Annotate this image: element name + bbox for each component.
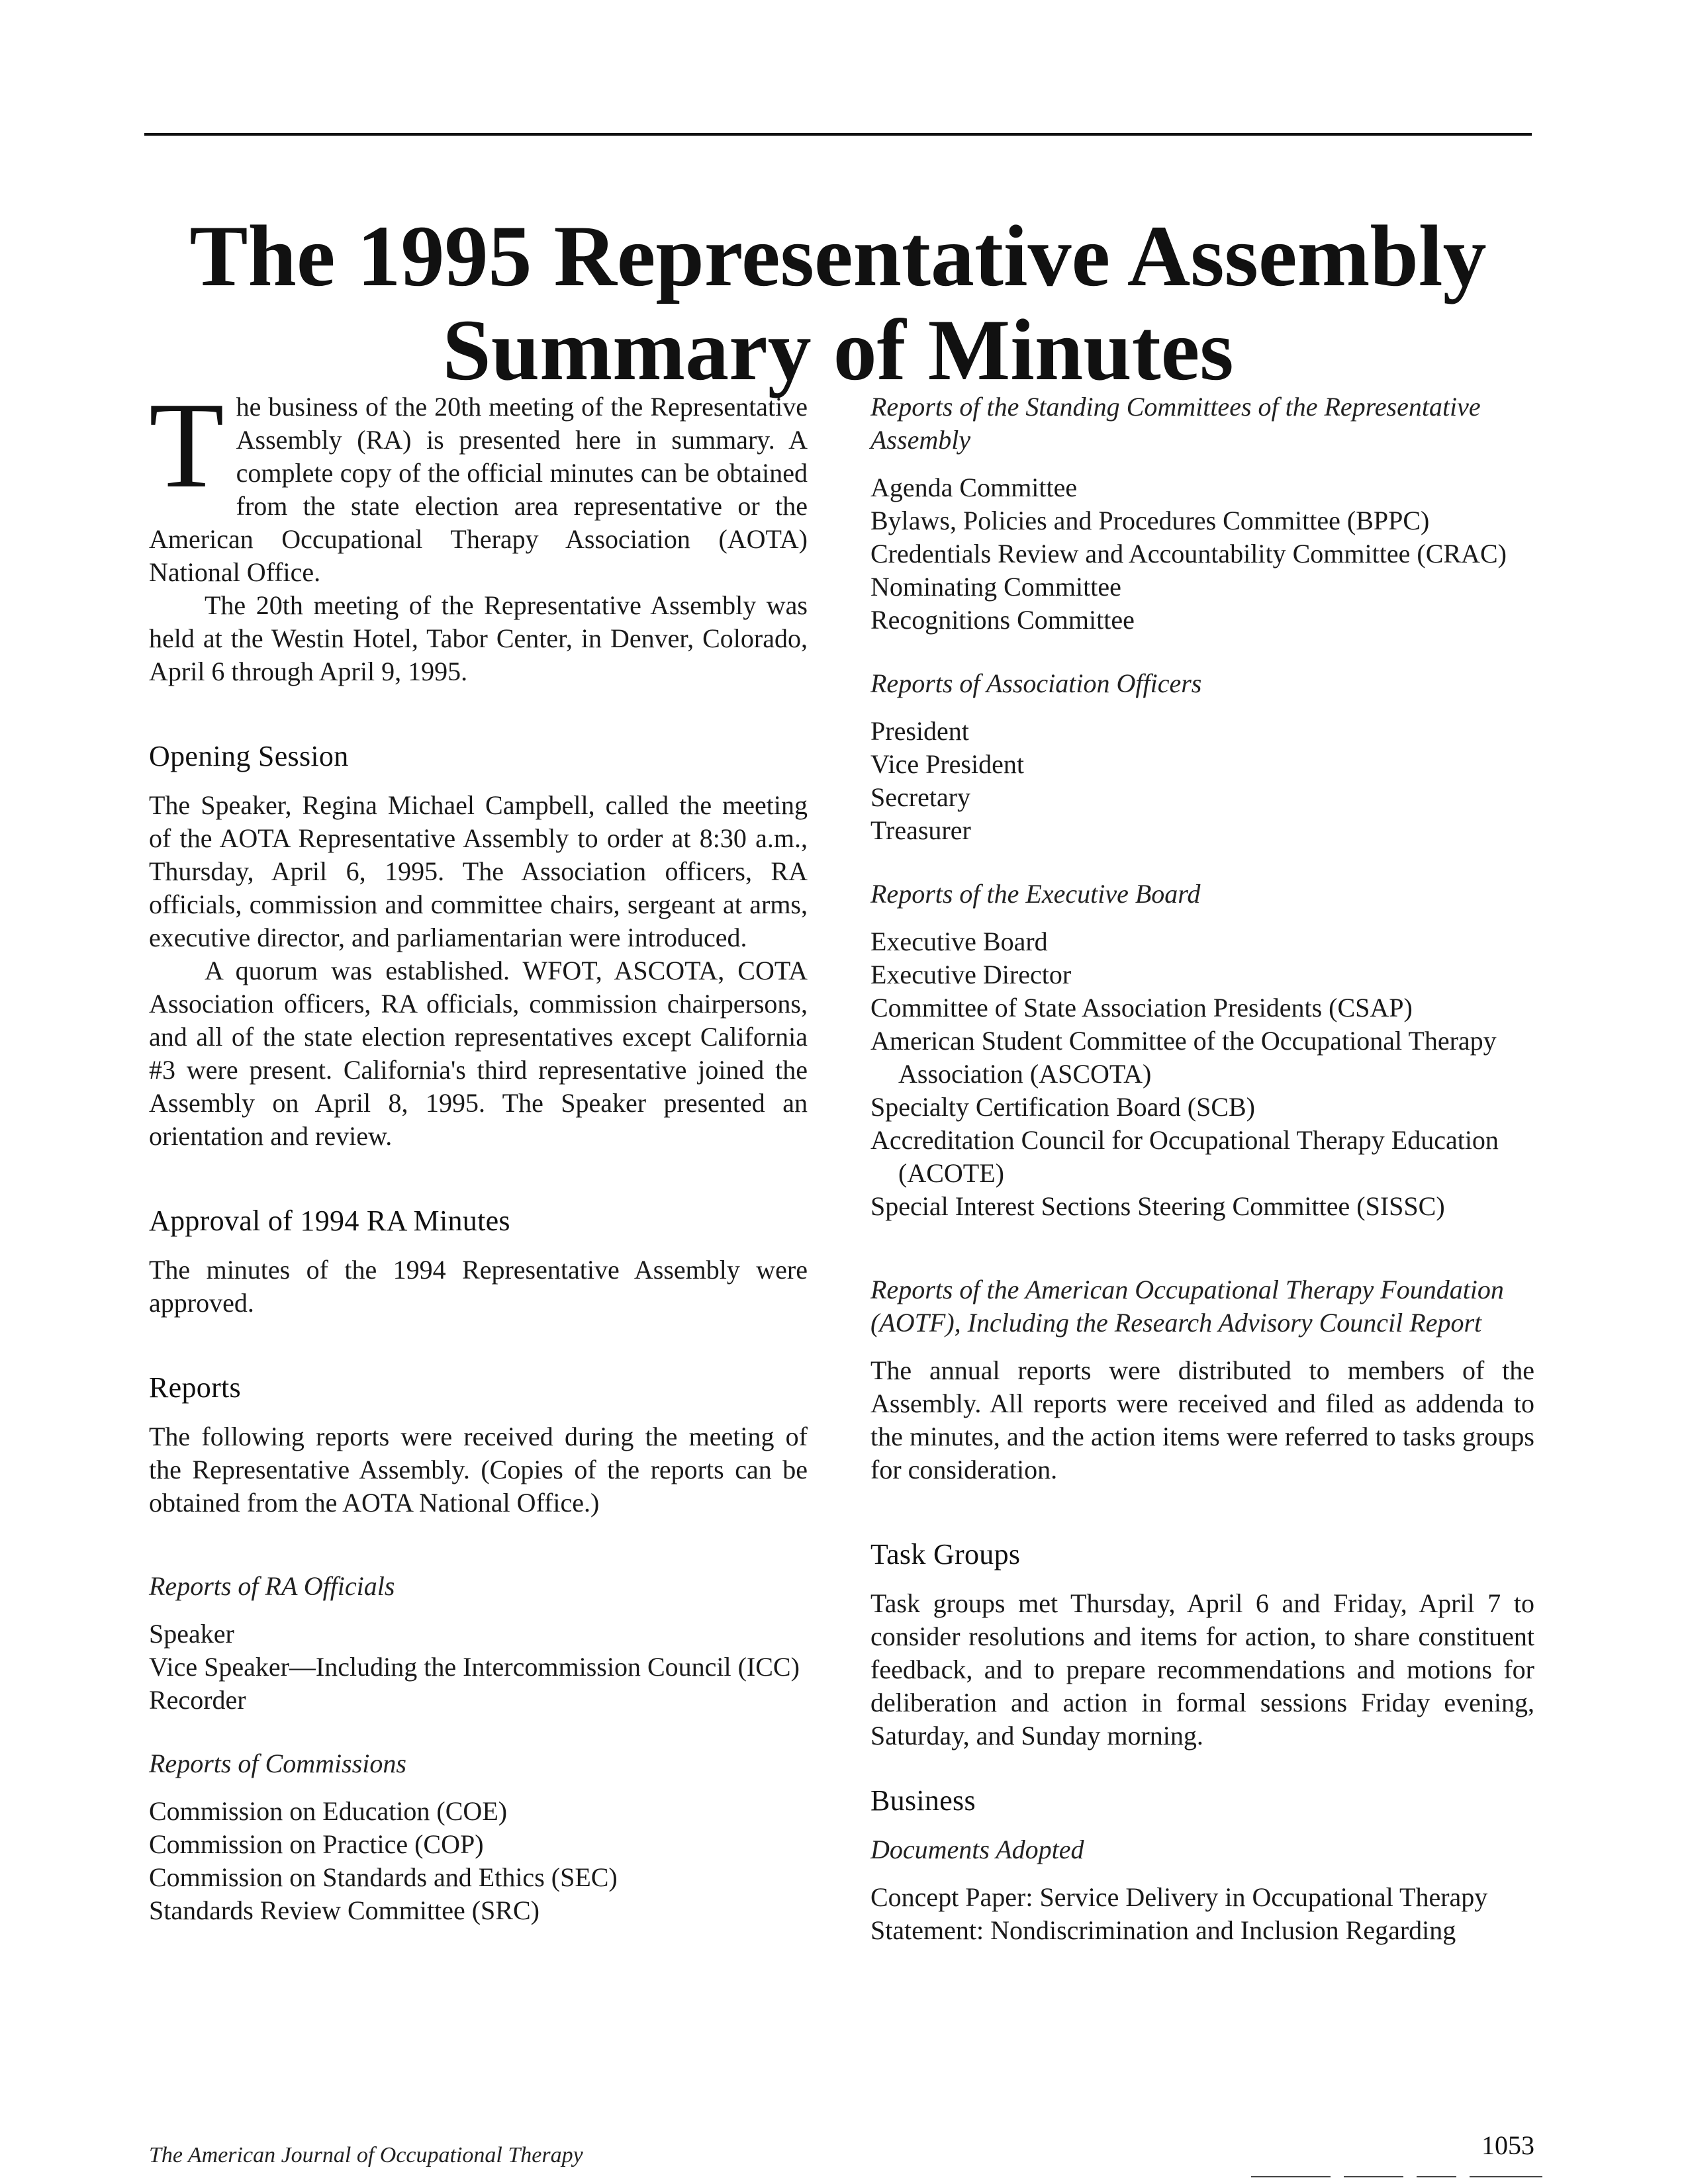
list-item: Committee of State Association Presidents (CSAP) <box>870 993 1413 1023</box>
list-item: Statement: Nondiscrimination and Inclusion Regarding <box>870 1915 1456 1945</box>
list-item: Concept Paper: Service Delivery in Occupational Therapy <box>870 1882 1488 1912</box>
list-item: Bylaws, Policies and Procedures Committee (BPPC) <box>870 506 1430 535</box>
right-column <box>870 390 1534 1947</box>
ra-officials-heading: Reports of RA Officials <box>149 1571 395 1601</box>
list-item: Recognitions Committee <box>870 605 1135 635</box>
documents-adopted-heading: Documents Adopted <box>870 1835 1084 1864</box>
list-item: Secretary <box>870 782 971 812</box>
list-item: Executive Board <box>870 927 1048 956</box>
opening-session-paragraph-1: The Speaker, Regina Michael Campbell, called the meeting of the AOTA Representative Assembly to order at 8:30 a.m., Thursday, April 6, 1995. The Association officers, RA officials, commission and committee chairs, sergeant at arms, executive director, and parliamentarian were introduced. <box>149 790 808 952</box>
commissions-list <box>149 1795 808 1927</box>
aotf-paragraph: The annual reports were distributed to members of the Assembly. All reports were received and filed as addenda to the minutes, and the action items were referred to tasks groups for consideration. <box>870 1355 1534 1484</box>
scan-marks <box>1251 2176 1556 2178</box>
intro-paragraph-1-text: he business of the 20th meeting of the Representative Assembly (RA) is presented here in summary. A complete copy of the official minutes can be obtained from the state election area representative or the American Occupational Therapy Association (AOTA) National Office. <box>149 392 808 587</box>
list-item: Executive Director <box>870 960 1072 989</box>
intro-paragraph-1 <box>149 377 808 589</box>
list-item: Accreditation Council for Occupational Therapy Education (ACOTE) <box>870 1125 1499 1188</box>
documents-adopted-list <box>870 1881 1534 1947</box>
list-item: Nominating Committee <box>870 572 1121 602</box>
reports-heading: Reports <box>149 1371 241 1404</box>
list-item: Commission on Practice (COP) <box>149 1829 484 1859</box>
footer-page-number: 1053 <box>1481 2130 1534 2160</box>
standing-committees-list <box>870 471 1534 637</box>
opening-session-paragraph-2: A quorum was established. WFOT, ASCOTA, COTA Association officers, RA officials, commission chairpersons, and all of the state election representatives except California #3 were present. California's third representative joined the Assembly on April 8, 1995. The Speaker presented an orientation and review. <box>149 956 808 1151</box>
footer-journal-name: The American Journal of Occupational Therapy <box>149 2143 583 2167</box>
task-groups-heading: Task Groups <box>870 1538 1021 1570</box>
page-title <box>144 209 1532 397</box>
executive-board-heading: Reports of the Executive Board <box>870 879 1201 909</box>
list-item: Treasurer <box>870 815 971 845</box>
approval-paragraph: The minutes of the 1994 Representative Assembly were approved. <box>149 1255 808 1318</box>
title-line-2: Summary of Minutes <box>442 301 1234 399</box>
commissions-heading: Reports of Commissions <box>149 1749 406 1778</box>
list-item: Specialty Certification Board (SCB) <box>870 1092 1255 1122</box>
list-item: Commission on Standards and Ethics (SEC) <box>149 1862 618 1892</box>
list-item: Commission on Education (COE) <box>149 1796 508 1826</box>
title-line-1: The 1995 Representative Assembly <box>189 207 1487 305</box>
task-groups-paragraph: Task groups met Thursday, April 6 and Friday, April 7 to consider resolutions and items for action, to share constituent feedback, and to prepare recommendations and motions for deliberation and action in formal sessions Friday evening, Saturday, and Sunday morning. <box>870 1588 1534 1751</box>
executive-board-list <box>870 925 1534 1223</box>
list-item: Credentials Review and Accountability Committee (CRAC) <box>870 539 1507 569</box>
list-item: Vice Speaker—Including the Intercommission Council (ICC) <box>149 1652 800 1682</box>
approval-heading: Approval of 1994 RA Minutes <box>149 1205 510 1237</box>
standing-committees-heading: Reports of the Standing Committees of the Representative Assembly <box>870 392 1481 455</box>
opening-session-heading: Opening Session <box>149 740 349 772</box>
top-rule <box>144 133 1532 136</box>
association-officers-heading: Reports of Association Officers <box>870 668 1202 698</box>
list-item: Vice President <box>870 749 1024 779</box>
business-heading: Business <box>870 1784 976 1817</box>
list-item: President <box>870 716 969 746</box>
aotf-heading: Reports of the American Occupational Therapy Foundation (AOTF), Including the Research Advisory Council Report <box>870 1275 1504 1338</box>
reports-paragraph: The following reports were received during the meeting of the Representative Assembly. (Copies of the reports can be obtained from the AOTA National Office.) <box>149 1422 808 1518</box>
list-item: Recorder <box>149 1685 246 1715</box>
list-item: Agenda Committee <box>870 473 1078 502</box>
ra-officials-list <box>149 1617 808 1717</box>
intro-paragraph-2: The 20th meeting of the Representative Assembly was held at the Westin Hotel, Tabor Center, in Denver, Colorado, April 6 through April 9, 1995. <box>149 590 808 686</box>
list-item: Standards Review Committee (SRC) <box>149 1895 539 1925</box>
drop-cap: T <box>149 377 224 514</box>
list-item: Speaker <box>149 1619 234 1649</box>
left-column <box>149 377 808 1927</box>
list-item: American Student Committee of the Occupational Therapy Association (ASCOTA) <box>870 1026 1497 1089</box>
list-item: Special Interest Sections Steering Committee (SISSC) <box>870 1191 1445 1221</box>
association-officers-list <box>870 715 1534 847</box>
